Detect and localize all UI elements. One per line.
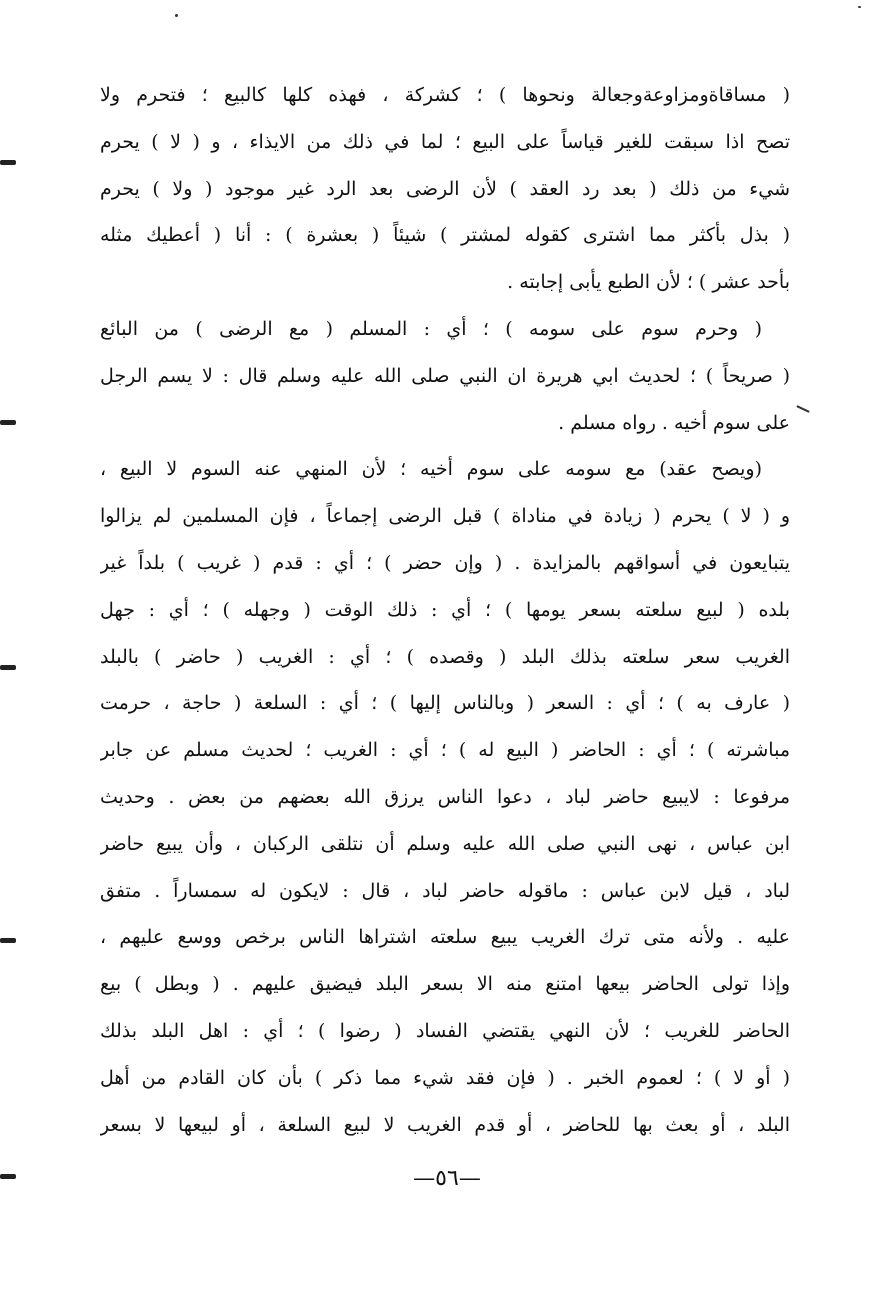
page-number: —٥٦— (413, 1166, 481, 1191)
text-line: بلده ( لبيع سلعته بسعر يومها ) ؛ أي : ذلك الوقت ( وجهله ) ؛ أي : جهل (100, 598, 790, 621)
text-line: عليه . ولأنه متى ترك الغريب يبيع سلعته اشتراها الناس برخص ووسع عليهم ، (100, 926, 790, 949)
margin-binding-mark (0, 420, 16, 425)
text-line: ( مساقاةومزاوعةوجعالة ونحوها ) ؛ كشركة ، فهذه كلها كالبيع ؛ فتحرم ولا (100, 84, 790, 106)
margin-binding-mark (0, 665, 16, 670)
text-line: البلد ، أو بعث بها للحاضر ، أو قدم الغريب لا لبيع السلعة ، أو لبيعها لا بسعر (100, 1113, 790, 1136)
text-line: ( عارف به ) ؛ أي : السعر ( وبالناس إليها ) ؛ أي : السلعة ( حاجة ، حرمت (100, 692, 790, 715)
text-line: يتبايعون في أسواقهم بالمزايدة . ( وإن حضر ) ؛ أي : قدم ( غريب ) بلداً غير (100, 551, 790, 574)
text-line: على سوم أخيه . رواه مسلم . (558, 411, 790, 434)
scan-speck (175, 14, 178, 17)
text-line: ( صريحاً ) ؛ لحديث ابي هريرة ان النبي صلى الله عليه وسلم قال : لا يسم الرجل (100, 364, 790, 387)
text-line: مباشرته ) ؛ أي : الحاضر ( البيع له ) ؛ أي : الغريب ؛ لحديث مسلم عن جابر (100, 739, 790, 762)
text-line: تصح اذا سبقت للغير قياساً على البيع ؛ لما في ذلك من الايذاء ، و ( لا ) يحرم (100, 130, 790, 153)
text-line: ابن عباس ، نهى النبي صلى الله عليه وسلم أن نتلقى الركبان ، وأن يبيع حاضر (100, 832, 790, 855)
margin-binding-mark (0, 938, 16, 943)
text-line: ( أو لا ) ؛ لعموم الخبر . ( فإن فقد شيء مما ذكر ) بأن كان القادم من أهل (100, 1066, 790, 1089)
text-line: مرفوعا : لايبيع حاضر لباد ، دعوا الناس يرزق الله بعضهم من بعض . وحديث (100, 785, 790, 808)
margin-binding-mark (0, 160, 16, 165)
scan-speck (796, 405, 810, 413)
text-line: ( وحرم سوم على سومه ) ؛ أي : المسلم ( مع الرضى ) من البائع (100, 317, 762, 340)
text-line: (ويصح عقد) مع سومه على سوم أخيه ؛ لأن المنهي عنه السوم لا البيع ، (100, 458, 762, 481)
scan-speck (858, 6, 861, 8)
text-line: ( بذل بأكثر مما اشترى كقوله لمشتر ) شيئاً ( بعشرة ) : أنا ( أعطيك مثله (100, 224, 790, 247)
text-line: شيء من ذلك ( بعد رد العقد ) لأن الرضى بعد الرد غير موجود ( ولا ) يحرم (100, 177, 790, 200)
text-line: بأحد عشر ) ؛ لأن الطبع يأبى إجابته . (507, 271, 790, 294)
text-line: لباد ، قيل لابن عباس : ماقوله حاضر لباد ، قال : لايكون له سمساراً . متفق (100, 879, 790, 902)
paragraph-1 (100, 72, 790, 306)
paragraph-2 (100, 306, 790, 446)
text-line: وإذا تولى الحاضر بيعها امتنع منه الا بسعر البلد فيضيق عليهم . ( وبطل ) بيع (100, 973, 790, 996)
text-line: الحاضر للغريب ؛ لأن النهي يقتضي الفساد ( رضوا ) ؛ أي : اهل البلد بذلك (100, 1019, 790, 1042)
paragraph-3 (100, 446, 790, 1148)
text-line: و ( لا ) يحرم ( زيادة في مناداة ) قبل الرضى إجماعاً ، فإن المسلمين لم يزالوا (100, 505, 790, 528)
body-text (100, 72, 790, 1148)
text-line: الغريب سعر سلعته بذلك البلد ( وقصده ) ؛ أي : الغريب ( حاضر ) بالبلد (100, 645, 790, 668)
